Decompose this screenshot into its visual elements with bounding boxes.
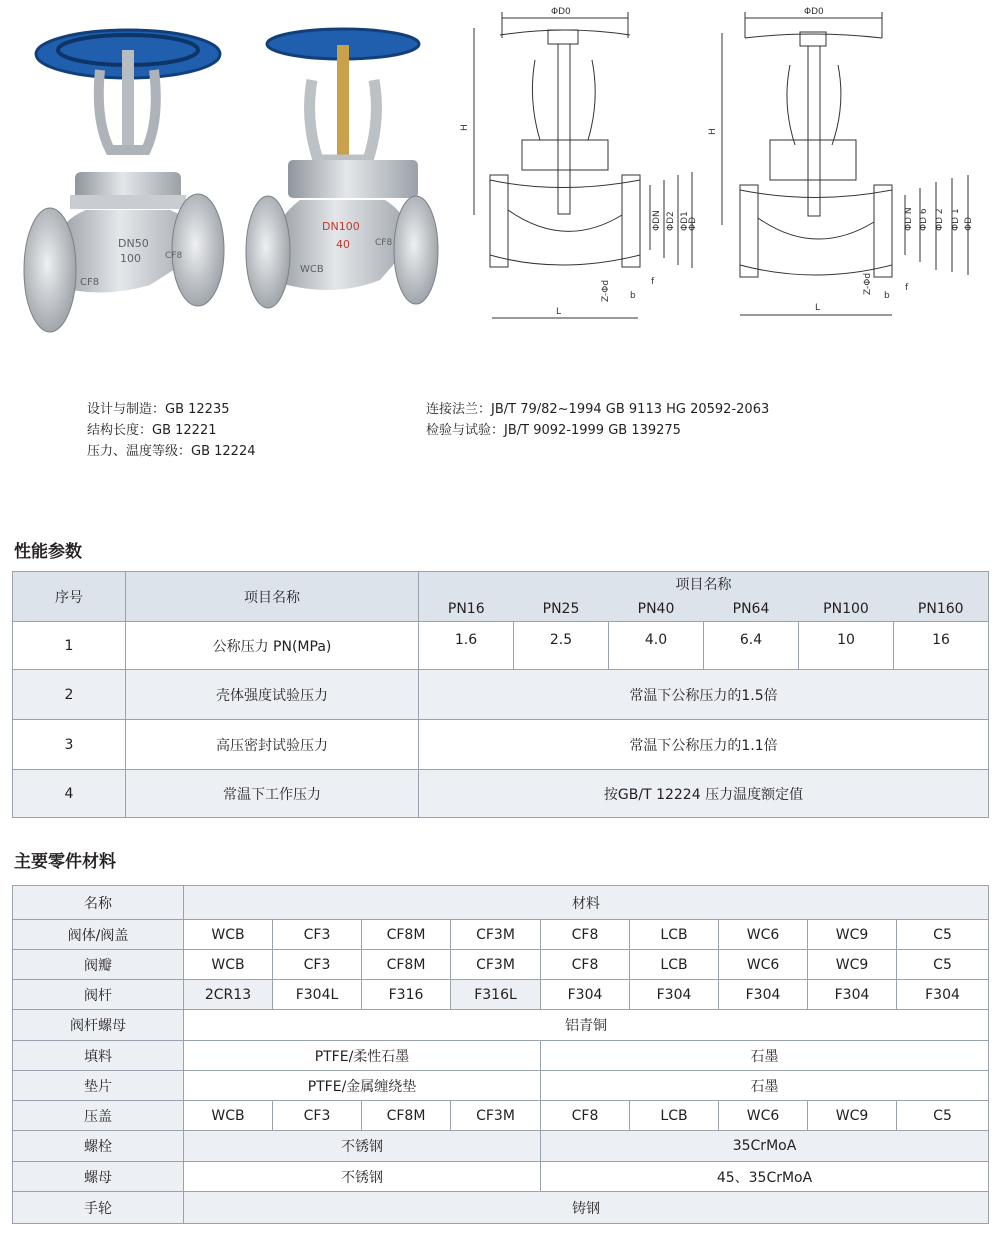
row-index: 1 bbox=[13, 622, 126, 670]
svg-text:ΦD 6: ΦD 6 bbox=[919, 208, 929, 231]
material-cell: WC6 bbox=[719, 950, 808, 980]
row-item: 高压密封试验压力 bbox=[126, 720, 419, 770]
svg-text:H: H bbox=[708, 128, 718, 135]
material-cell: WCB bbox=[184, 920, 273, 950]
part-name: 垫片 bbox=[13, 1071, 184, 1101]
value-cell: 1.6 bbox=[419, 622, 514, 670]
row-item: 壳体强度试验压力 bbox=[126, 670, 419, 720]
value-cell: 16 bbox=[894, 622, 989, 670]
material-cell: CF3 bbox=[273, 950, 362, 980]
header-group: 项目名称 bbox=[419, 572, 989, 597]
valve-photo-left bbox=[24, 30, 224, 332]
material-cell: 石墨 bbox=[541, 1041, 989, 1071]
part-name: 阀瓣 bbox=[13, 950, 184, 980]
material-cell: WCB bbox=[184, 1101, 273, 1131]
material-cell: LCB bbox=[630, 1101, 719, 1131]
row-value: 常温下公称压力的1.5倍 bbox=[419, 670, 989, 720]
material-cell: WC6 bbox=[719, 1101, 808, 1131]
material-cell: CF3 bbox=[273, 1101, 362, 1131]
svg-text:ΦD1: ΦD1 bbox=[680, 211, 690, 231]
material-cell: CF3 bbox=[273, 920, 362, 950]
row-value: 按GB/T 12224 压力温度额定值 bbox=[419, 770, 989, 818]
standard-design: 设计与制造：GB 12235 bbox=[87, 402, 230, 417]
material-cell: WC6 bbox=[719, 920, 808, 950]
standard-test: 检验与试验：JB/T 9092-1999 GB 139275 bbox=[426, 423, 681, 438]
svg-text:ΦD2: ΦD2 bbox=[666, 211, 676, 231]
table-row bbox=[13, 950, 989, 980]
table-row bbox=[13, 670, 989, 720]
svg-text:L: L bbox=[556, 307, 562, 317]
part-name: 螺母 bbox=[13, 1162, 184, 1192]
material-cell: F316L bbox=[451, 980, 541, 1010]
part-name: 填料 bbox=[13, 1041, 184, 1071]
row-index: 2 bbox=[13, 670, 126, 720]
row-value: 常温下公称压力的1.1倍 bbox=[419, 720, 989, 770]
material-cell: CF3M bbox=[451, 950, 541, 980]
table-row bbox=[13, 1162, 989, 1192]
performance-table bbox=[12, 571, 989, 818]
material-cell: 35CrMoA bbox=[541, 1131, 989, 1162]
table-row bbox=[13, 980, 989, 1010]
material-cell: F304 bbox=[897, 980, 989, 1010]
right-valve-mark: CF8 bbox=[375, 238, 393, 248]
standard-flange: 连接法兰：JB/T 79/82~1994 GB 9113 HG 20592-2063 bbox=[426, 402, 770, 417]
row-item: 公称压力 PN(MPa) bbox=[126, 622, 419, 670]
material-cell: F316 bbox=[362, 980, 451, 1010]
row-index: 4 bbox=[13, 770, 126, 818]
svg-text:Z-Φd: Z-Φd bbox=[863, 272, 873, 295]
value-cell: 2.5 bbox=[514, 622, 609, 670]
material-cell: LCB bbox=[630, 920, 719, 950]
svg-text:ΦD N: ΦD N bbox=[904, 207, 914, 231]
table-row bbox=[13, 720, 989, 770]
material-cell: C5 bbox=[897, 1101, 989, 1131]
material-cell: 2CR13 bbox=[184, 980, 273, 1010]
left-valve-mark: CF8 bbox=[165, 251, 183, 261]
header-index: 序号 bbox=[13, 572, 126, 622]
table-row bbox=[13, 622, 989, 670]
svg-text:ΦD0: ΦD0 bbox=[804, 7, 824, 17]
material-cell: WCB bbox=[184, 950, 273, 980]
table-row bbox=[13, 1071, 989, 1101]
svg-text:b: b bbox=[884, 291, 890, 301]
left-valve-dn: DN50 bbox=[118, 237, 149, 250]
svg-text:ΦD 2: ΦD 2 bbox=[935, 208, 945, 231]
material-cell: WC9 bbox=[808, 950, 897, 980]
right-valve-pn: 40 bbox=[336, 238, 350, 251]
part-name: 阀杆螺母 bbox=[13, 1010, 184, 1041]
material-cell: CF3M bbox=[451, 1101, 541, 1131]
left-valve-pn: 100 bbox=[120, 252, 141, 265]
technical-drawing-right bbox=[722, 12, 968, 315]
value-cell: 6.4 bbox=[704, 622, 799, 670]
header-pn25: PN25 bbox=[514, 597, 609, 622]
material-cell: F304L bbox=[273, 980, 362, 1010]
material-cell: CF8M bbox=[362, 1101, 451, 1131]
performance-title: 性能参数 bbox=[14, 542, 82, 562]
header-pn160: PN160 bbox=[894, 597, 989, 622]
left-valve-body: CF8 bbox=[80, 277, 100, 288]
table-row bbox=[13, 920, 989, 950]
material-cell: PTFE/金属缠绕垫 bbox=[184, 1071, 541, 1101]
part-name: 手轮 bbox=[13, 1192, 184, 1224]
svg-text:Z-Φd: Z-Φd bbox=[601, 279, 611, 302]
svg-text:L: L bbox=[815, 303, 821, 313]
right-valve-dn: DN100 bbox=[322, 220, 360, 233]
svg-text:b: b bbox=[630, 291, 636, 301]
material-cell: 铸钢 bbox=[184, 1192, 989, 1224]
material-cell: F304 bbox=[719, 980, 808, 1010]
material-cell: PTFE/柔性石墨 bbox=[184, 1041, 541, 1071]
row-index: 3 bbox=[13, 720, 126, 770]
svg-text:H: H bbox=[460, 124, 470, 131]
header-item: 项目名称 bbox=[126, 572, 419, 622]
material-cell: CF8M bbox=[362, 920, 451, 950]
product-images bbox=[0, 0, 1000, 345]
row-item: 常温下工作压力 bbox=[126, 770, 419, 818]
header-name: 名称 bbox=[13, 886, 184, 920]
part-name: 压盖 bbox=[13, 1101, 184, 1131]
material-cell: C5 bbox=[897, 950, 989, 980]
header-material: 材料 bbox=[184, 886, 989, 920]
material-cell: 不锈钢 bbox=[184, 1162, 541, 1192]
part-name: 阀体/阀盖 bbox=[13, 920, 184, 950]
technical-drawing-left bbox=[474, 12, 692, 318]
material-cell: F304 bbox=[808, 980, 897, 1010]
table-row bbox=[13, 1010, 989, 1041]
value-cell: 10 bbox=[799, 622, 894, 670]
standards-left bbox=[87, 399, 255, 462]
part-name: 阀杆 bbox=[13, 980, 184, 1010]
header-pn100: PN100 bbox=[799, 597, 894, 622]
svg-text:ΦD0: ΦD0 bbox=[551, 7, 571, 17]
svg-text:f: f bbox=[651, 277, 655, 287]
right-valve-body: WCB bbox=[300, 264, 324, 275]
table-row bbox=[13, 1101, 989, 1131]
table-row bbox=[13, 1192, 989, 1224]
header-pn64: PN64 bbox=[704, 597, 799, 622]
material-cell: C5 bbox=[897, 920, 989, 950]
material-cell: CF8M bbox=[362, 950, 451, 980]
material-cell: CF3M bbox=[451, 920, 541, 950]
value-cell: 4.0 bbox=[609, 622, 704, 670]
material-cell: WC9 bbox=[808, 1101, 897, 1131]
standard-length: 结构长度：GB 12221 bbox=[87, 423, 217, 438]
part-name: 螺栓 bbox=[13, 1131, 184, 1162]
header-pn16: PN16 bbox=[419, 597, 514, 622]
material-cell: 石墨 bbox=[541, 1071, 989, 1101]
material-cell: 铝青铜 bbox=[184, 1010, 989, 1041]
svg-text:ΦD: ΦD bbox=[964, 216, 974, 231]
svg-text:f: f bbox=[905, 283, 909, 293]
header-pn40: PN40 bbox=[609, 597, 704, 622]
material-cell: CF8 bbox=[541, 1101, 630, 1131]
materials-title: 主要零件材料 bbox=[14, 852, 116, 872]
standard-rating: 压力、温度等级：GB 12224 bbox=[87, 444, 256, 459]
svg-text:ΦD 1: ΦD 1 bbox=[951, 208, 961, 231]
material-cell: F304 bbox=[541, 980, 630, 1010]
table-row bbox=[13, 1131, 989, 1162]
material-cell: CF8 bbox=[541, 950, 630, 980]
svg-text:ΦD: ΦD bbox=[688, 216, 698, 231]
valve-photo-right bbox=[246, 29, 438, 308]
drawing-left-labels bbox=[460, 7, 698, 317]
table-row bbox=[13, 770, 989, 818]
material-cell: LCB bbox=[630, 950, 719, 980]
material-cell: F304 bbox=[630, 980, 719, 1010]
svg-text:ΦDN: ΦDN bbox=[652, 210, 662, 231]
standards-right bbox=[426, 399, 769, 441]
materials-table bbox=[12, 885, 989, 1224]
material-cell: CF8 bbox=[541, 920, 630, 950]
material-cell: 不锈钢 bbox=[184, 1131, 541, 1162]
table-row bbox=[13, 1041, 989, 1071]
material-cell: WC9 bbox=[808, 920, 897, 950]
material-cell: 45、35CrMoA bbox=[541, 1162, 989, 1192]
